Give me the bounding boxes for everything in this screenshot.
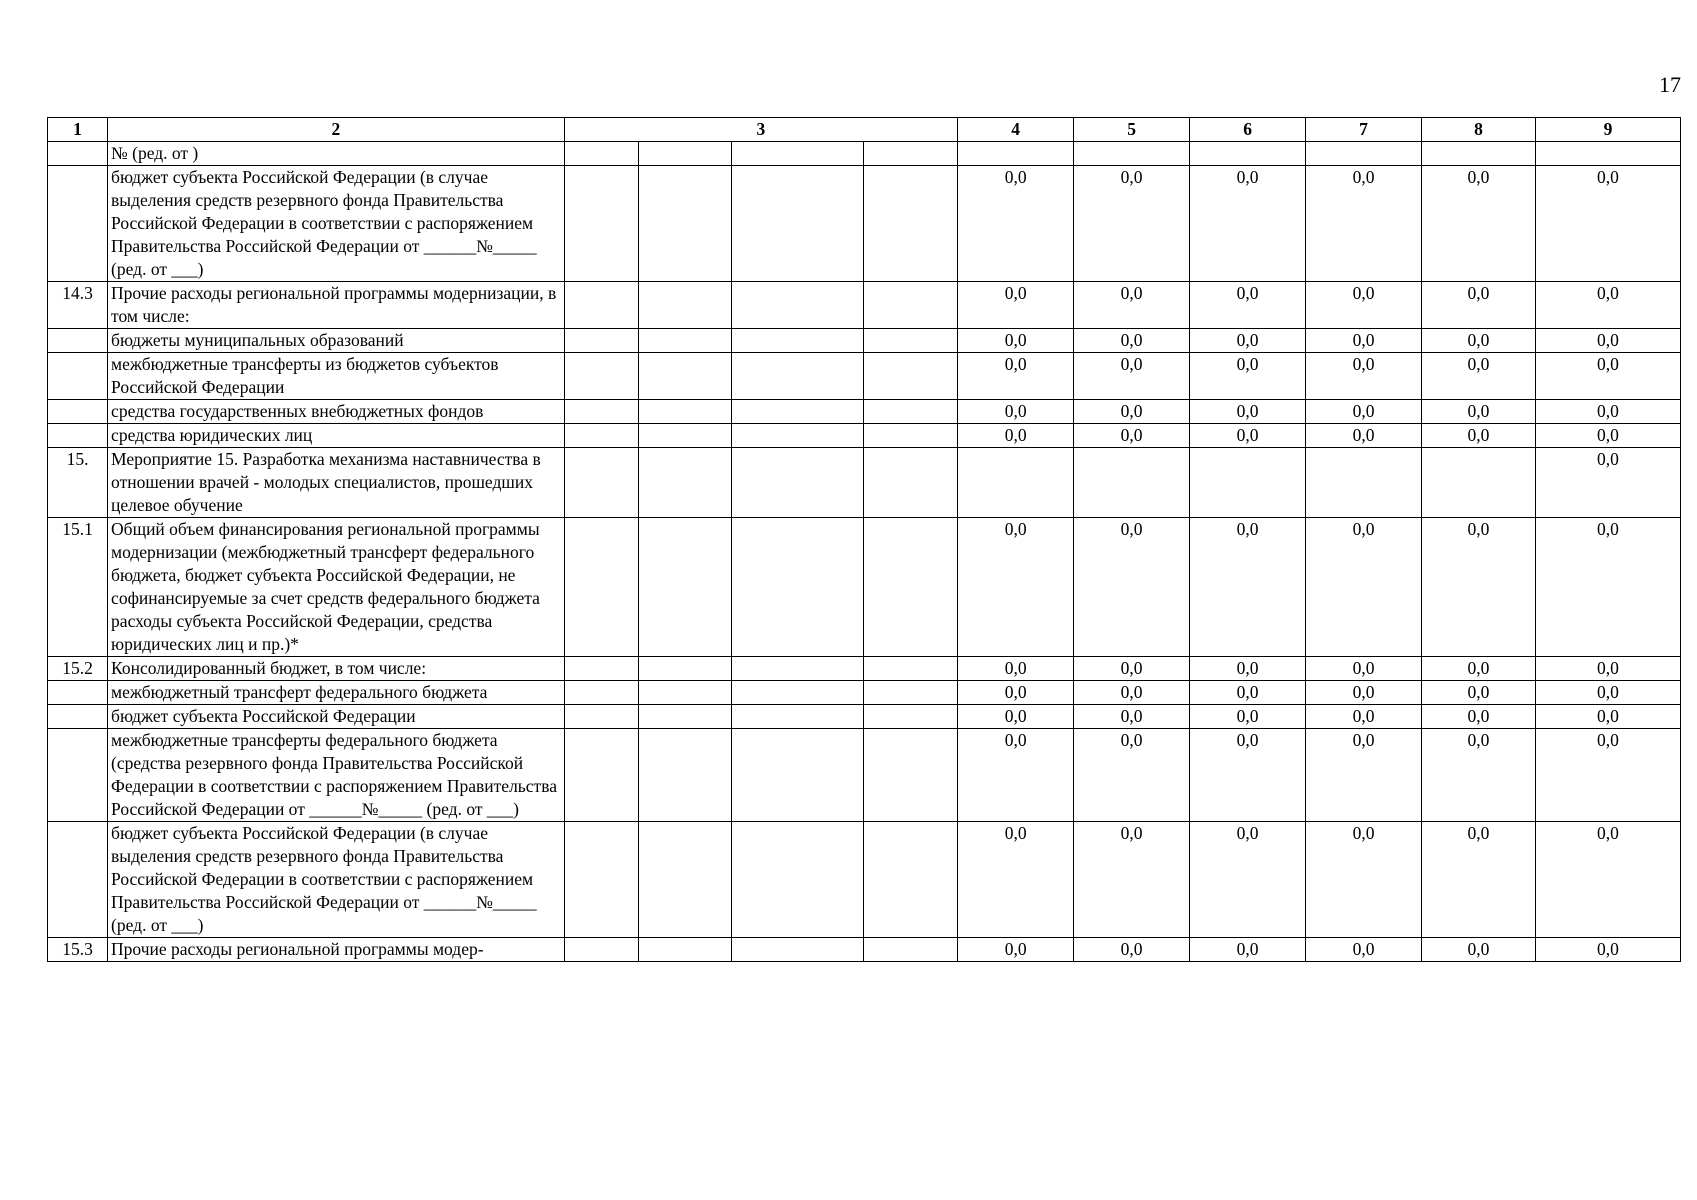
table-row [48, 822, 1681, 938]
value-cell [1306, 142, 1422, 166]
value-cell [958, 142, 1074, 166]
row-number: 15.2 [48, 657, 108, 681]
col3-subcell [732, 729, 864, 822]
value-cell: 0,0 [1306, 705, 1422, 729]
table-row [48, 938, 1681, 962]
value-cell: 0,0 [1306, 518, 1422, 657]
col3-subcell [732, 681, 864, 705]
row-number [48, 822, 108, 938]
value-cell: 0,0 [958, 518, 1074, 657]
row-number [48, 424, 108, 448]
row-description: бюджет субъекта Российской Федерации [108, 705, 565, 729]
header-cell: 3 [564, 118, 957, 142]
value-cell: 0,0 [958, 705, 1074, 729]
value-cell: 0,0 [1306, 282, 1422, 329]
row-description: бюджет субъекта Российской Федерации (в случае выделения средств резервного фонда Правительства Российской Федерации в соответствии с распоряжением Правительства Российской Федерации от ______№_____ (ред. от ___) [108, 822, 565, 938]
col3-subcell [639, 166, 732, 282]
row-number [48, 142, 108, 166]
col3-subcell [564, 729, 639, 822]
row-description: межбюджетные трансферты федерального бюджета (средства резервного фонда Правительства Российской Федерации в соответствии с распоряжением Правительства Российской Федерации от ______№_____ (ред. от ___) [108, 729, 565, 822]
col3-subcell [639, 353, 732, 400]
value-cell: 0,0 [1535, 938, 1680, 962]
table-row [48, 142, 1681, 166]
value-cell: 0,0 [958, 400, 1074, 424]
col3-subcell [863, 424, 957, 448]
value-cell [1074, 448, 1190, 518]
value-cell: 0,0 [1306, 938, 1422, 962]
value-cell: 0,0 [1190, 705, 1306, 729]
header-cell: 6 [1190, 118, 1306, 142]
table-header-row [48, 118, 1681, 142]
col3-subcell [732, 424, 864, 448]
col3-subcell [564, 329, 639, 353]
value-cell: 0,0 [1074, 705, 1190, 729]
value-cell: 0,0 [958, 166, 1074, 282]
col3-subcell [564, 518, 639, 657]
value-cell: 0,0 [1422, 166, 1536, 282]
value-cell: 0,0 [1422, 518, 1536, 657]
col3-subcell [564, 166, 639, 282]
col3-subcell [863, 681, 957, 705]
table-row [48, 681, 1681, 705]
value-cell: 0,0 [1535, 329, 1680, 353]
value-cell: 0,0 [1422, 938, 1536, 962]
col3-subcell [732, 353, 864, 400]
value-cell: 0,0 [1535, 166, 1680, 282]
row-number [48, 681, 108, 705]
row-number: 15.1 [48, 518, 108, 657]
row-number [48, 329, 108, 353]
row-description: Прочие расходы региональной программы модернизации, в том числе: [108, 282, 565, 329]
value-cell: 0,0 [1074, 657, 1190, 681]
row-description: бюджеты муниципальных образований [108, 329, 565, 353]
col3-subcell [863, 400, 957, 424]
value-cell: 0,0 [1190, 282, 1306, 329]
value-cell: 0,0 [1535, 400, 1680, 424]
value-cell: 0,0 [1306, 657, 1422, 681]
col3-subcell [732, 282, 864, 329]
value-cell: 0,0 [1306, 424, 1422, 448]
value-cell: 0,0 [1422, 822, 1536, 938]
col3-subcell [564, 353, 639, 400]
col3-subcell [732, 938, 864, 962]
col3-subcell [863, 657, 957, 681]
value-cell: 0,0 [958, 681, 1074, 705]
col3-subcell [564, 282, 639, 329]
value-cell: 0,0 [1074, 822, 1190, 938]
row-description: Мероприятие 15. Разработка механизма наставничества в отношении врачей - молодых специалистов, прошедших целевое обучение [108, 448, 565, 518]
value-cell: 0,0 [1535, 657, 1680, 681]
value-cell [1306, 448, 1422, 518]
table-row [48, 329, 1681, 353]
value-cell: 0,0 [1422, 353, 1536, 400]
table-row [48, 353, 1681, 400]
value-cell: 0,0 [1306, 329, 1422, 353]
col3-subcell [732, 448, 864, 518]
col3-subcell [564, 424, 639, 448]
value-cell: 0,0 [1074, 424, 1190, 448]
col3-subcell [639, 448, 732, 518]
header-cell: 5 [1074, 118, 1190, 142]
row-description: № (ред. от ) [108, 142, 565, 166]
value-cell: 0,0 [1190, 822, 1306, 938]
row-description: средства государственных внебюджетных фондов [108, 400, 565, 424]
col3-subcell [639, 705, 732, 729]
col3-subcell [564, 822, 639, 938]
col3-subcell [732, 166, 864, 282]
row-number: 15. [48, 448, 108, 518]
page-number: 17 [1659, 72, 1681, 97]
table-row [48, 518, 1681, 657]
value-cell: 0,0 [1535, 282, 1680, 329]
row-description: бюджет субъекта Российской Федерации (в случае выделения средств резервного фонда Правительства Российской Федерации в соответствии с распоряжением Правительства Российской Федерации от ______№_____ (ред. от ___) [108, 166, 565, 282]
value-cell: 0,0 [958, 353, 1074, 400]
col3-subcell [639, 822, 732, 938]
value-cell: 0,0 [1074, 166, 1190, 282]
value-cell: 0,0 [1190, 681, 1306, 705]
row-description: Общий объем финансирования региональной программы модернизации (межбюджетный трансферт федерального бюджета, бюджет субъекта Российской Федерации, не софинансируемые за счет средств федерального бюджета расходы субъекта Российской Федерации, средства юридических лиц и пр.)* [108, 518, 565, 657]
value-cell: 0,0 [1306, 681, 1422, 705]
col3-subcell [564, 142, 639, 166]
row-number [48, 705, 108, 729]
value-cell: 0,0 [1190, 518, 1306, 657]
col3-subcell [732, 400, 864, 424]
value-cell: 0,0 [1535, 448, 1680, 518]
col3-subcell [564, 400, 639, 424]
col3-subcell [564, 938, 639, 962]
row-number [48, 729, 108, 822]
table-row [48, 448, 1681, 518]
header-cell: 1 [48, 118, 108, 142]
col3-subcell [863, 518, 957, 657]
col3-subcell [564, 705, 639, 729]
header-cell: 2 [108, 118, 565, 142]
value-cell [1190, 448, 1306, 518]
col3-subcell [863, 705, 957, 729]
col3-subcell [732, 822, 864, 938]
col3-subcell [863, 938, 957, 962]
table-row [48, 282, 1681, 329]
col3-subcell [639, 729, 732, 822]
value-cell [1422, 142, 1536, 166]
value-cell [958, 448, 1074, 518]
row-number: 14.3 [48, 282, 108, 329]
value-cell: 0,0 [1074, 729, 1190, 822]
col3-subcell [863, 282, 957, 329]
col3-subcell [732, 329, 864, 353]
value-cell: 0,0 [1535, 822, 1680, 938]
value-cell: 0,0 [1306, 166, 1422, 282]
col3-subcell [863, 448, 957, 518]
col3-subcell [863, 353, 957, 400]
col3-subcell [564, 681, 639, 705]
value-cell: 0,0 [1190, 329, 1306, 353]
row-description: Консолидированный бюджет, в том числе: [108, 657, 565, 681]
value-cell: 0,0 [1190, 400, 1306, 424]
value-cell: 0,0 [1074, 518, 1190, 657]
header-cell: 4 [958, 118, 1074, 142]
col3-subcell [639, 400, 732, 424]
row-number [48, 166, 108, 282]
value-cell: 0,0 [1535, 705, 1680, 729]
col3-subcell [639, 657, 732, 681]
header-cell: 9 [1535, 118, 1680, 142]
col3-subcell [639, 424, 732, 448]
row-description: Прочие расходы региональной программы модер- [108, 938, 565, 962]
col3-subcell [863, 729, 957, 822]
value-cell: 0,0 [1422, 681, 1536, 705]
header-cell: 7 [1306, 118, 1422, 142]
col3-subcell [863, 166, 957, 282]
value-cell: 0,0 [1190, 166, 1306, 282]
value-cell: 0,0 [1422, 400, 1536, 424]
value-cell: 0,0 [1074, 681, 1190, 705]
value-cell: 0,0 [1190, 938, 1306, 962]
value-cell: 0,0 [958, 657, 1074, 681]
value-cell: 0,0 [1074, 353, 1190, 400]
col3-subcell [639, 282, 732, 329]
budget-table [47, 117, 1681, 962]
value-cell: 0,0 [1422, 282, 1536, 329]
col3-subcell [639, 329, 732, 353]
table-row [48, 705, 1681, 729]
value-cell: 0,0 [1306, 822, 1422, 938]
value-cell: 0,0 [1306, 353, 1422, 400]
value-cell: 0,0 [1190, 424, 1306, 448]
col3-subcell [732, 518, 864, 657]
row-description: средства юридических лиц [108, 424, 565, 448]
value-cell: 0,0 [1535, 424, 1680, 448]
col3-subcell [564, 448, 639, 518]
value-cell: 0,0 [1190, 353, 1306, 400]
col3-subcell [564, 657, 639, 681]
table-row [48, 424, 1681, 448]
col3-subcell [732, 657, 864, 681]
table-row [48, 729, 1681, 822]
col3-subcell [863, 822, 957, 938]
value-cell: 0,0 [1535, 729, 1680, 822]
value-cell: 0,0 [1535, 518, 1680, 657]
value-cell: 0,0 [958, 938, 1074, 962]
col3-subcell [639, 518, 732, 657]
col3-subcell [732, 705, 864, 729]
value-cell: 0,0 [1535, 353, 1680, 400]
value-cell [1535, 142, 1680, 166]
value-cell: 0,0 [1535, 681, 1680, 705]
col3-subcell [639, 938, 732, 962]
value-cell: 0,0 [1422, 424, 1536, 448]
value-cell: 0,0 [1306, 729, 1422, 822]
value-cell: 0,0 [1074, 400, 1190, 424]
value-cell: 0,0 [1190, 657, 1306, 681]
value-cell [1074, 142, 1190, 166]
value-cell: 0,0 [1074, 329, 1190, 353]
value-cell [1190, 142, 1306, 166]
value-cell: 0,0 [958, 729, 1074, 822]
col3-subcell [863, 329, 957, 353]
value-cell: 0,0 [1422, 329, 1536, 353]
value-cell: 0,0 [1190, 729, 1306, 822]
value-cell [1422, 448, 1536, 518]
value-cell: 0,0 [1306, 400, 1422, 424]
value-cell: 0,0 [1074, 282, 1190, 329]
table-row [48, 400, 1681, 424]
col3-subcell [639, 681, 732, 705]
table-row [48, 166, 1681, 282]
value-cell: 0,0 [1422, 705, 1536, 729]
row-number: 15.3 [48, 938, 108, 962]
value-cell: 0,0 [1422, 729, 1536, 822]
value-cell: 0,0 [1074, 938, 1190, 962]
value-cell: 0,0 [958, 424, 1074, 448]
value-cell: 0,0 [958, 282, 1074, 329]
col3-subcell [863, 142, 957, 166]
col3-subcell [732, 142, 864, 166]
col3-subcell [639, 142, 732, 166]
header-cell: 8 [1422, 118, 1536, 142]
table-row [48, 657, 1681, 681]
row-number [48, 353, 108, 400]
row-number [48, 400, 108, 424]
row-description: межбюджетные трансферты из бюджетов субъектов Российской Федерации [108, 353, 565, 400]
value-cell: 0,0 [1422, 657, 1536, 681]
row-description: межбюджетный трансферт федерального бюджета [108, 681, 565, 705]
value-cell: 0,0 [958, 822, 1074, 938]
value-cell: 0,0 [958, 329, 1074, 353]
